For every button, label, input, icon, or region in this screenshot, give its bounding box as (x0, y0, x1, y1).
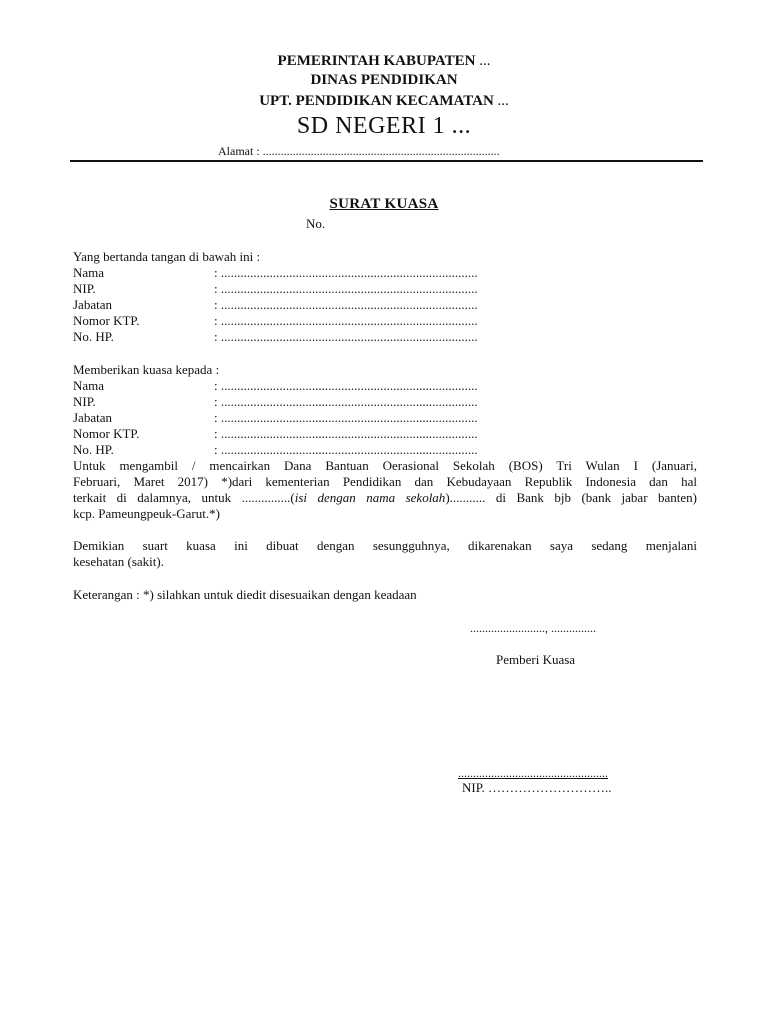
purpose-paragraph (73, 458, 697, 522)
grantee-intro: Memberikan kuasa kepada : (73, 362, 220, 377)
header-school-name: SD NEGERI 1 ... (296, 113, 472, 139)
header-department: DINAS PENDIDIKAN (310, 72, 458, 88)
header-government (0, 53, 768, 70)
field-label: Nama (73, 265, 105, 280)
field-value: : ............................................................................... (214, 378, 478, 393)
school-name-placeholder: isi dengan nama sekolah (294, 490, 446, 505)
signature-role: Pemberi Kuasa (496, 652, 576, 667)
field-label: Jabatan (73, 297, 112, 312)
field-value: : ............................................................................... (214, 329, 478, 344)
purpose-line: Februari, Maret 2017) *)dari kementerian Pendidikan dan Kebudayaan Republik Indonesia dan hal (73, 474, 697, 489)
closing-line: Demikian suart kuasa ini dibuat dengan sesungguhnya, dikarenakan saya sedang menjalani (73, 538, 697, 553)
field-label: Nama (73, 378, 105, 393)
document-number: No. (306, 216, 326, 231)
purpose-line (73, 490, 697, 506)
note: Keterangan : *) silahkan untuk diedit disesuaikan dengan keadaan (73, 587, 417, 602)
field-value: : ............................................................................... (214, 394, 478, 409)
signature-name-line: .................................................. (458, 766, 608, 780)
field-value: : ............................................................................... (214, 410, 478, 425)
header-upt-dots: ... (497, 93, 509, 109)
header-upt-text: UPT. PENDIDIKAN KECAMATAN (259, 93, 494, 109)
purpose-line: kcp. Pameungpeuk-Garut.*) (73, 506, 220, 521)
closing-line: kesehatan (sakit). (73, 554, 164, 569)
document-title: SURAT KUASA (329, 196, 439, 212)
signature-nip: NIP. ……………………….. (462, 780, 612, 795)
purpose-line3-pre: terkait di dalamnya, untuk ...............( (73, 490, 295, 505)
field-value: : ............................................................................... (214, 281, 478, 296)
field-label: No. HP. (73, 442, 114, 457)
field-value: : ............................................................................... (214, 265, 478, 280)
header-government-dots: ... (479, 53, 491, 69)
field-label: Nomor KTP. (73, 313, 140, 328)
signature-place-date: ........................., ............... (470, 621, 596, 635)
field-value: : ............................................................................... (214, 442, 478, 457)
field-value: : ............................................................................... (214, 297, 478, 312)
header-government-text: PEMERINTAH KABUPATEN (277, 53, 476, 69)
field-value: : ............................................................................... (214, 313, 478, 328)
header-upt (0, 93, 768, 110)
field-value: : ............................................................................... (214, 426, 478, 441)
header-address: Alamat : ............................................................................... (218, 144, 500, 158)
grantor-intro: Yang bertanda tangan di bawah ini : (73, 249, 261, 264)
closing-paragraph (73, 538, 697, 570)
field-label: Nomor KTP. (73, 426, 140, 441)
purpose-line3-post: )........... di Bank bjb (bank jabar banten) (445, 490, 697, 505)
header-divider (70, 160, 703, 162)
purpose-line: Untuk mengambil / mencairkan Dana Bantuan Oerasional Sekolah (BOS) Tri Wulan I (Januari, (73, 458, 697, 473)
field-label: No. HP. (73, 329, 114, 344)
field-label: Jabatan (73, 410, 112, 425)
field-label: NIP. (73, 281, 96, 296)
field-label: NIP. (73, 394, 96, 409)
